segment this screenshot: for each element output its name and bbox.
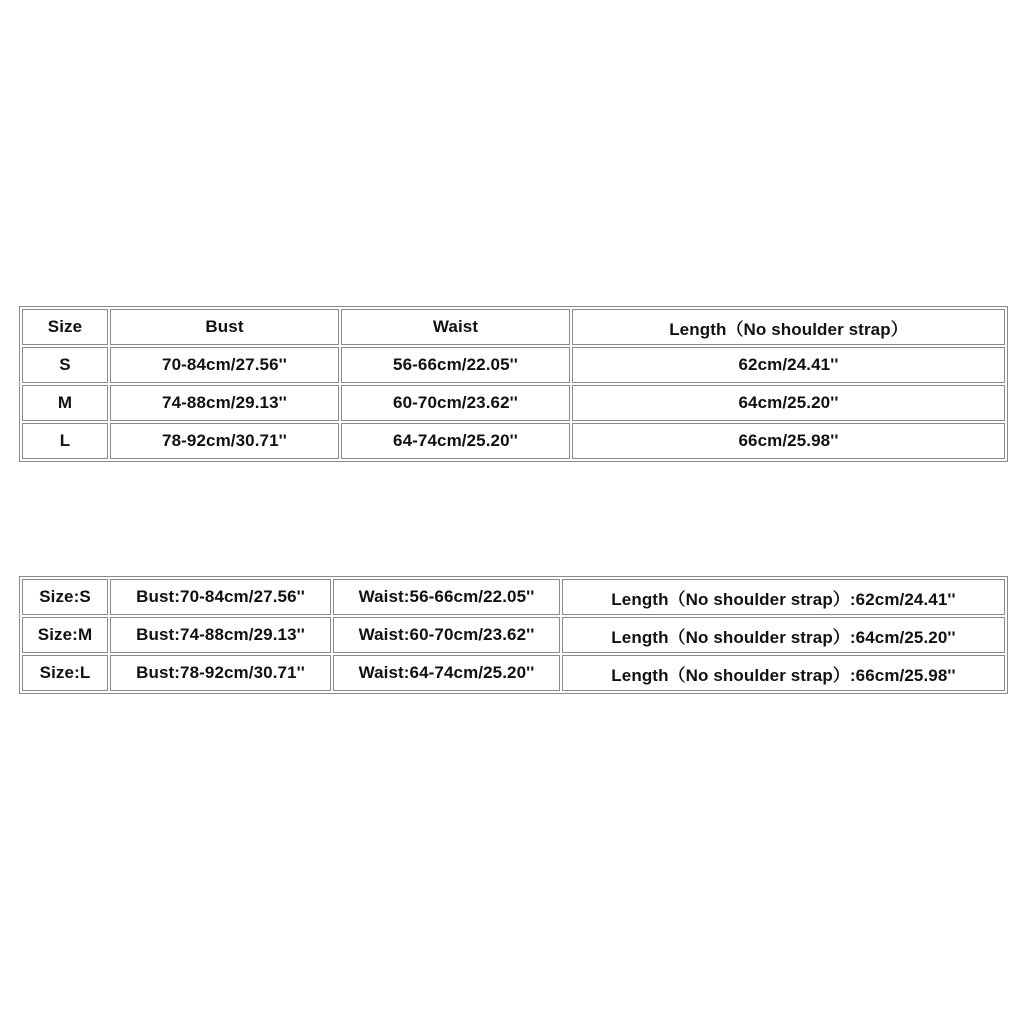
size-cell: Size:S	[22, 579, 108, 615]
size-cell: M	[22, 385, 108, 421]
length-cell: Length（No shoulder strap）:62cm/24.41''	[562, 579, 1005, 615]
waist-cell: 60-70cm/23.62''	[341, 385, 570, 421]
length-cell: 66cm/25.98''	[572, 423, 1005, 459]
length-cell: Length（No shoulder strap）:64cm/25.20''	[562, 617, 1005, 653]
table-row	[22, 617, 1005, 653]
waist-cell: 56-66cm/22.05''	[341, 347, 570, 383]
table-row	[22, 347, 1005, 383]
waist-cell: 64-74cm/25.20''	[341, 423, 570, 459]
length-cell: 64cm/25.20''	[572, 385, 1005, 421]
size-cell: L	[22, 423, 108, 459]
bust-cell: 78-92cm/30.71''	[110, 423, 339, 459]
header-bust: Bust	[110, 309, 339, 345]
table-row	[22, 385, 1005, 421]
bust-cell: Bust:70-84cm/27.56''	[110, 579, 331, 615]
table-row	[22, 655, 1005, 691]
size-chart-table-inline	[19, 576, 1008, 694]
table-row	[22, 579, 1005, 615]
table-row	[22, 423, 1005, 459]
waist-cell: Waist:64-74cm/25.20''	[333, 655, 560, 691]
length-cell: Length（No shoulder strap）:66cm/25.98''	[562, 655, 1005, 691]
bust-cell: 74-88cm/29.13''	[110, 385, 339, 421]
bust-cell: 70-84cm/27.56''	[110, 347, 339, 383]
header-size: Size	[22, 309, 108, 345]
bust-cell: Bust:74-88cm/29.13''	[110, 617, 331, 653]
header-waist: Waist	[341, 309, 570, 345]
waist-cell: Waist:60-70cm/23.62''	[333, 617, 560, 653]
waist-cell: Waist:56-66cm/22.05''	[333, 579, 560, 615]
length-cell: 62cm/24.41''	[572, 347, 1005, 383]
size-cell: Size:M	[22, 617, 108, 653]
header-length: Length（No shoulder strap）	[572, 309, 1005, 345]
size-chart-table-columns	[19, 306, 1008, 462]
size-cell: Size:L	[22, 655, 108, 691]
table-header-row	[22, 309, 1005, 345]
bust-cell: Bust:78-92cm/30.71''	[110, 655, 331, 691]
size-cell: S	[22, 347, 108, 383]
